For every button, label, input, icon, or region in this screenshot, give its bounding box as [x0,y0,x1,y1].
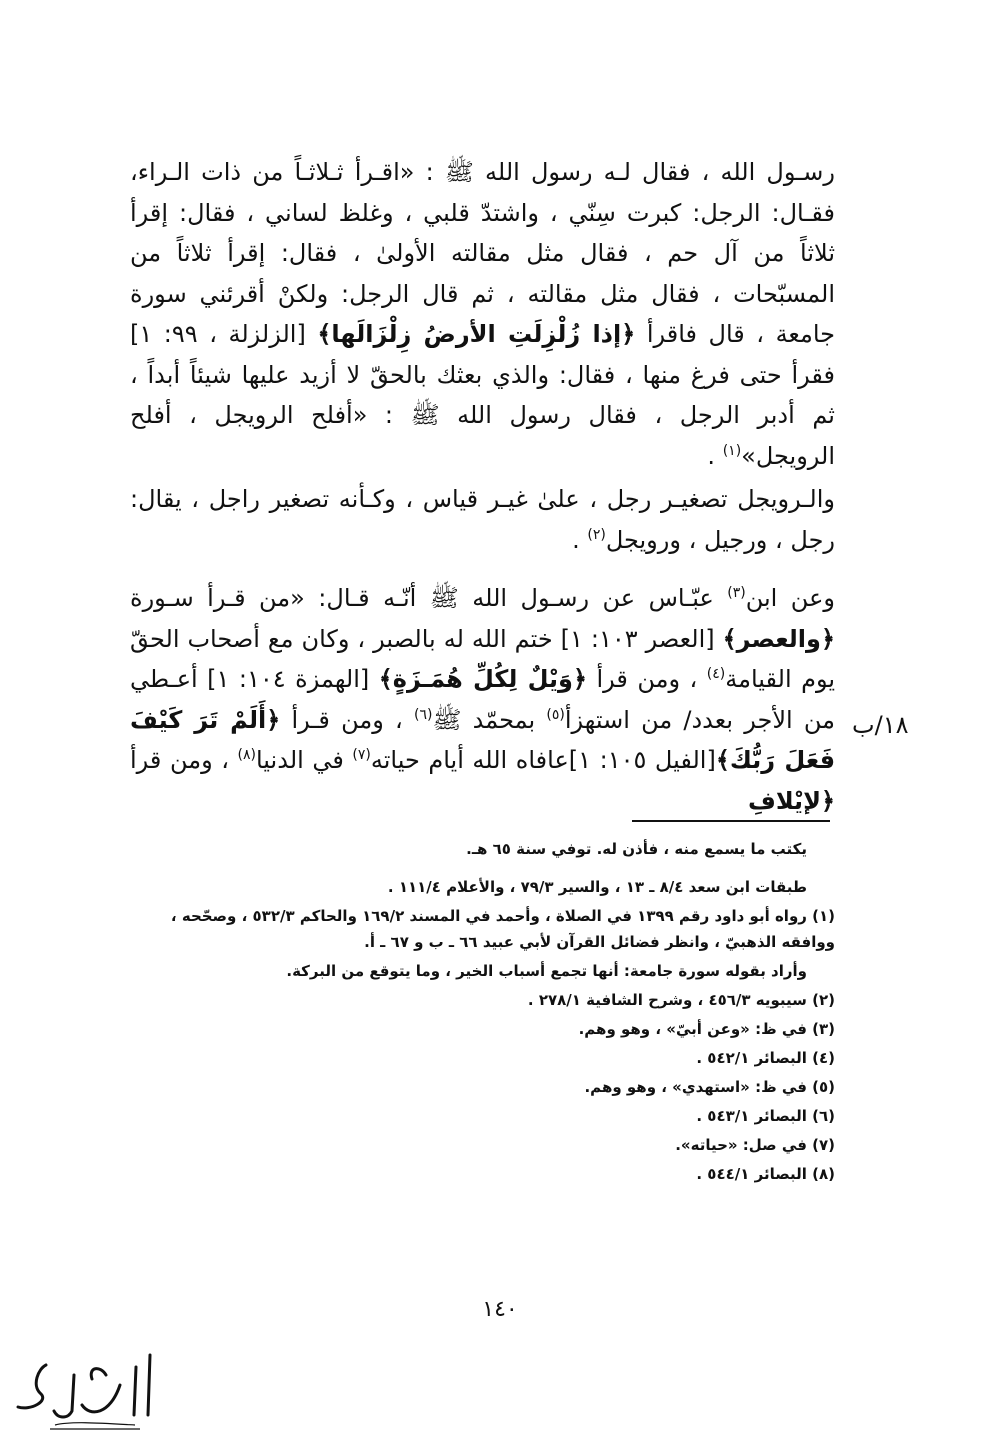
body-text: بمحمّد ﷺ [432,705,547,734]
footnote-item: يكتب ما يسمع منه ، فأذن له. توفي سنة ٦٥ هـ. [466,840,807,858]
footnote-ref: (٨) [237,747,256,763]
body-text: [الهمزة ١٠٤: ١] أعـطي من الأجر بعدد/ من استهزأ [130,665,836,734]
footnote-item: (٥) في ظ: «استهدي» ، وهو وهم. [584,1078,835,1096]
footnote-ref: (٣) [727,585,746,601]
quran-quote: ﴿أَلَمْ تَرَ كَيْفَ فَعَلَ رَبُّكَ﴾ [130,705,836,774]
footnote-item: (١) رواه أبو داود رقم ١٣٩٩ في الصلاة ، وأحمد في المسند ١٦٩/٢ والحاكم ٥٣٢/٣ ، وصحّحه ، ووافقه الذهبيّ ، وانظر فضائل القرآن لأبي عبيد ٦٦ ـ ب و ٦٧ ـ أ. [170,907,835,951]
body-text: [الزلزلة ، ٩٩: ١] فقرأ حتى فرغ منها ، فقال: والذي بعثك بالحقّ لا أزيد عليها شيئاً أبداً ، ثم أدبر الرجل ، فقال رسول الله ﷺ : «أفلح الرويجل ، أفلح الرويجل» [130,320,835,470]
manuscript-folio-note: ١٨/ب [852,711,909,739]
quran-quote: ﴿وَيْلٌ لِكُلِّ هُمَـزَةٍ﴾ [378,665,588,693]
footnotes-list [130,836,835,1190]
body-text: [الفيل ١٠٥: ١]عافاه الله أيام حياته [370,746,716,774]
footnote-item: طبقات ابن سعد ٨/٤ ـ ١٣ ، والسير ٧٩/٣ ، والأعلام ١١١/٤ . [387,878,807,896]
footnote-item: (٢) سيبويه ٤٥٦/٣ ، وشرح الشافية ٢٧٨/١ . [527,991,835,1009]
footnote-item: (٤) البصائر ٥٤٢/١ . [696,1049,835,1067]
footnote-ref: (٥) [546,706,565,723]
body-text: ، ومن قرأ [130,746,238,774]
body-text: ، ومن قـرأ [280,705,414,734]
page-number: ١٤٠ [482,1297,518,1322]
footnote-item: (٨) البصائر ٥٤٤/١ . [696,1165,835,1183]
body-paragraph-1 [130,152,835,476]
footnote-ref: (٢) [587,526,606,543]
body-text: رسـول الله ، فقال لـه رسول الله ﷺ : «اقـرأ ثـلاثـاً من ذات الـراء، فقـال: الرجل: كبرت سِنّي ، واشتدّ قلبي ، وغلظ لساني ، فقال: إقرأ ثلاثاً من آل حم ، فقال مثل مقالته الأولىٰ ، فقال: إقرأ ثلاثاً من المسبّحات ، فقال مثل مقالته ، ثم قال الرجل: ولكنْ أقرئني سورة جامعة ، قال فاقرأ [130,158,836,348]
body-paragraph-2 [130,479,835,560]
body-text: [العصر ١٠٣: ١] ختم الله له بالصبر ، وكان مع أصحاب الحقّ يوم القيامة [130,624,836,693]
body-text: . [572,525,588,554]
footnote-separator [632,820,830,822]
footnote-item: وأراد بقوله سورة جامعة: أنها تجمع أسباب الخير ، وما يتوقع من البركة. [286,962,807,980]
body-text: عبّـاس عن رسـول الله ﷺ أنّـه قـال: «من قـرأ سـورة [130,584,728,612]
footnote-ref: (٦) [414,706,433,723]
body-text: وعن ابن [745,584,835,612]
footnote-ref: (١) [722,442,742,459]
body-text: في الدنيا [255,746,353,774]
body-text: ، ومن قرأ [587,665,707,693]
quran-quote: ﴿والعصر﴾ [722,624,835,653]
footnote-ref: (٤) [706,666,726,682]
footnote-item: (٧) في صل: «حياته». [675,1136,835,1154]
quran-quote: ﴿لإيْلافِ [747,786,835,815]
body-text: . [707,441,723,470]
footnote-ref: (٧) [352,747,371,763]
footnote-item: (٦) البصائر ٥٤٣/١ . [696,1107,835,1125]
library-logo-icon [10,1345,160,1435]
body-text: والـرويجل تصغيـر رجل ، علىٰ غيـر قياس ، وكـأنه تصغير راجل ، يقال: رجل ، ورجيل ، ورويجل [130,485,835,554]
quran-quote: ﴿إذا زُلْزِلَتِ الأرضُ زِلْزَالَها﴾ [317,320,636,348]
body-paragraph-3 [130,578,835,821]
footnote-item: (٣) في ظ: «وعن أبيّ» ، وهو وهم. [578,1020,835,1038]
